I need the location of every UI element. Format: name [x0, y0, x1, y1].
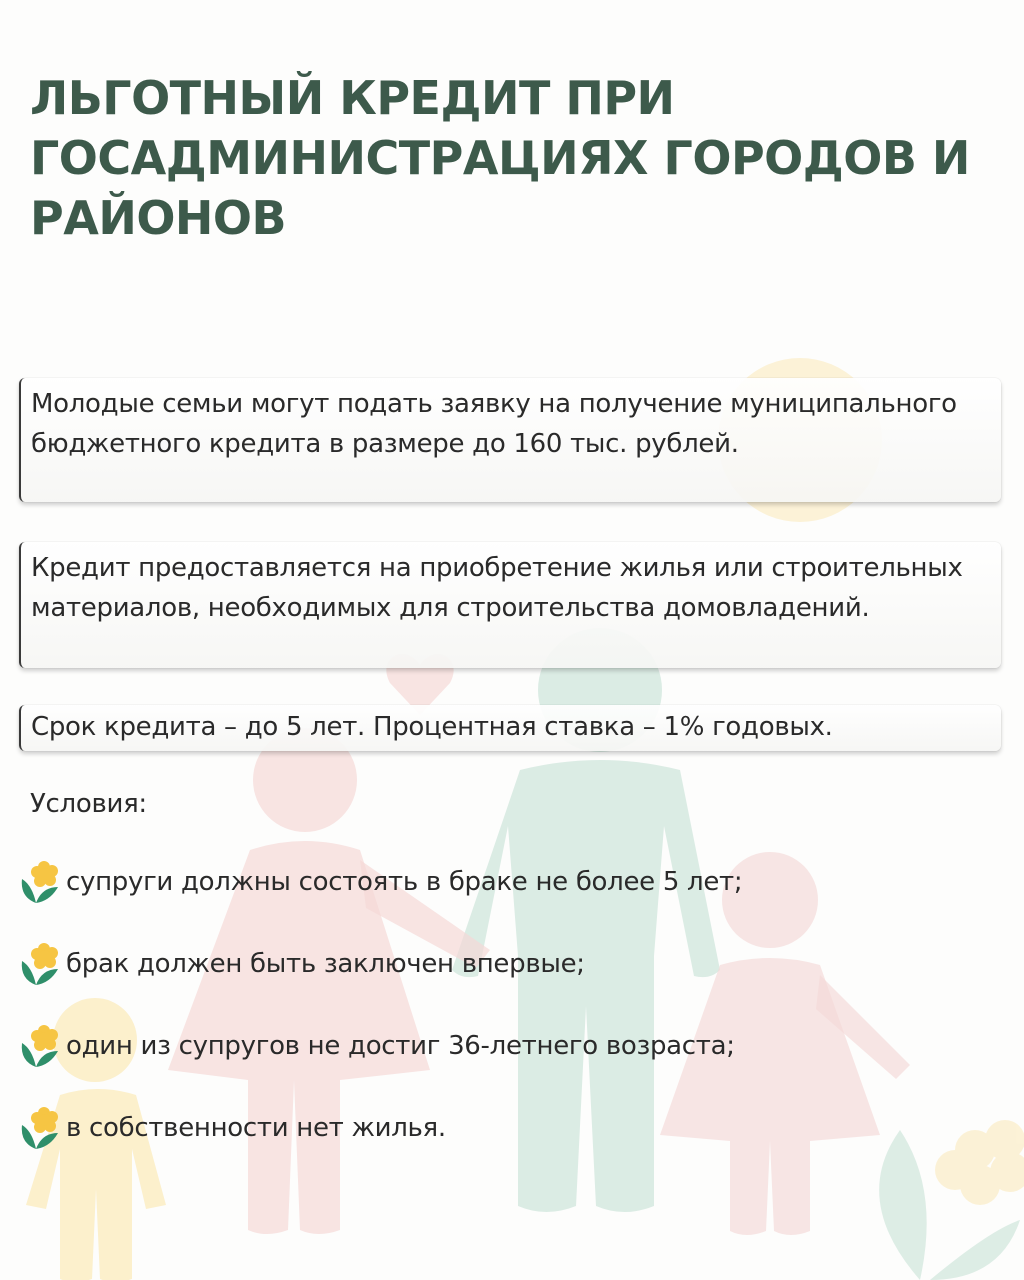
- page-title: ЛЬГОТНЫЙ КРЕДИТ ПРИ ГОСАДМИНИСТРАЦИЯХ ГОРОДОВ И РАЙОНОВ: [30, 71, 970, 245]
- info-card-loan-term: [19, 705, 1001, 751]
- flower-icon: [18, 941, 62, 987]
- conditions-list: [18, 860, 998, 1188]
- flower-icon: [18, 1105, 62, 1151]
- condition-text: один из супругов не достиг 36-летнего возраста;: [66, 1031, 735, 1061]
- condition-item: [18, 1024, 998, 1068]
- flower-icon: [18, 1023, 62, 1069]
- condition-item: [18, 860, 998, 904]
- info-card-text: Молодые семьи могут подать заявку на получение муниципального бюджетного кредита в размере до 160 тыс. рублей.: [31, 389, 957, 459]
- condition-item: [18, 942, 998, 986]
- flower-icon: [18, 859, 62, 905]
- info-card-text: Кредит предоставляется на приобретение жилья или строительных материалов, необходимых для строительства домовладений.: [31, 553, 963, 623]
- info-card-loan-amount: [19, 378, 1001, 502]
- conditions-heading: Условия:: [30, 789, 147, 819]
- condition-text: супруги должны состоять в браке не более 5 лет;: [66, 867, 743, 897]
- condition-item: [18, 1106, 998, 1150]
- condition-text: брак должен быть заключен впервые;: [66, 949, 585, 979]
- condition-text: в собственности нет жилья.: [66, 1113, 446, 1143]
- info-card-text: Срок кредита – до 5 лет. Процентная ставка – 1% годовых.: [31, 712, 833, 742]
- info-card-loan-purpose: [19, 542, 1001, 668]
